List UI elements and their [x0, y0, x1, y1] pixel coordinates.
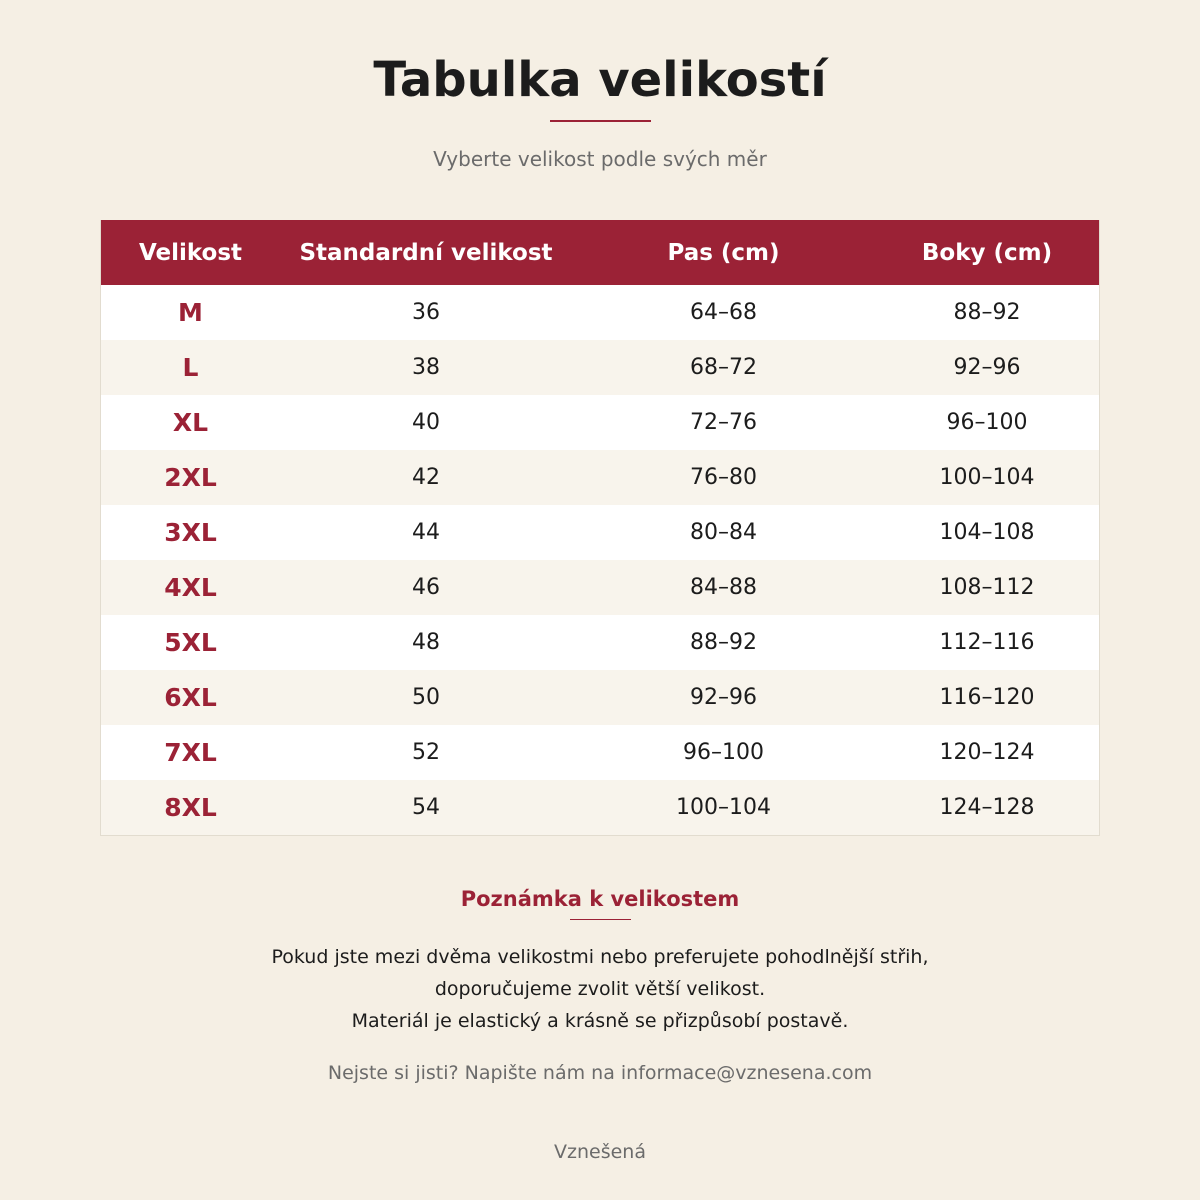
size-cell: 6XL [164, 683, 217, 712]
waist-cell: 84–88 [690, 575, 757, 600]
size-cell: 4XL [164, 573, 217, 602]
hips-cell: 124–128 [939, 795, 1035, 820]
size-cell: XL [172, 408, 209, 437]
table-row [101, 395, 1099, 450]
table-row [101, 725, 1099, 780]
size-table [100, 220, 1100, 836]
column-header-size: Velikost [138, 239, 243, 266]
waist-cell: 100–104 [676, 795, 771, 820]
standard-size-cell: 48 [412, 630, 440, 655]
waist-cell: 80–84 [690, 520, 757, 545]
standard-size-cell: 50 [412, 685, 440, 710]
size-cell: L [182, 353, 199, 382]
note-line: Pokud jste mezi dvěma velikostmi nebo preferujete pohodlnější střih, [271, 946, 929, 968]
hips-cell: 120–124 [939, 740, 1035, 765]
title-underline [550, 120, 651, 122]
column-header-waist: Pas (cm) [667, 239, 780, 266]
table-row [101, 340, 1099, 395]
note-title: Poznámka k velikostem [460, 887, 740, 911]
size-cell: 8XL [164, 793, 217, 822]
column-header-standard-size: Standardní velikost [299, 239, 553, 266]
hips-cell: 112–116 [939, 630, 1035, 655]
column-header-hips: Boky (cm) [921, 239, 1053, 266]
hips-cell: 92–96 [953, 355, 1021, 380]
note-title-underline [570, 919, 631, 920]
contact-text: Nejste si jisti? Napište nám na informace@vznesena.com [327, 1062, 873, 1084]
standard-size-cell: 44 [412, 520, 440, 545]
size-cell: M [178, 298, 203, 327]
hips-cell: 96–100 [946, 410, 1028, 435]
size-cell: 5XL [164, 628, 217, 657]
hips-cell: 100–104 [939, 465, 1035, 490]
table-row [101, 615, 1099, 670]
note-line: Materiál je elastický a krásně se přizpůsobí postavě. [351, 1010, 849, 1032]
standard-size-cell: 42 [412, 465, 440, 490]
table-row [101, 780, 1099, 835]
waist-cell: 64–68 [690, 300, 757, 325]
waist-cell: 92–96 [690, 685, 757, 710]
table-row [101, 450, 1099, 505]
hips-cell: 88–92 [953, 300, 1021, 325]
hips-cell: 104–108 [939, 520, 1035, 545]
table-row [101, 285, 1099, 340]
standard-size-cell: 36 [412, 300, 440, 325]
brand-name: Vznešená [554, 1141, 646, 1163]
standard-size-cell: 52 [412, 740, 440, 765]
note-line: doporučujeme zvolit větší velikost. [434, 978, 766, 1000]
standard-size-cell: 54 [412, 795, 440, 820]
size-cell: 2XL [164, 463, 217, 492]
waist-cell: 76–80 [690, 465, 757, 490]
standard-size-cell: 40 [412, 410, 440, 435]
size-cell: 7XL [164, 738, 217, 767]
hips-cell: 108–112 [939, 575, 1035, 600]
size-cell: 3XL [164, 518, 217, 547]
table-row [101, 670, 1099, 725]
standard-size-cell: 46 [412, 575, 440, 600]
page-subtitle: Vyberte velikost podle svých měr [433, 147, 767, 171]
page-title: Tabulka velikostí [373, 52, 827, 108]
standard-size-cell: 38 [412, 355, 440, 380]
hips-cell: 116–120 [939, 685, 1035, 710]
waist-cell: 96–100 [683, 740, 764, 765]
table-row [101, 505, 1099, 560]
table-row [101, 560, 1099, 615]
waist-cell: 88–92 [690, 630, 757, 655]
table-header [101, 220, 1099, 285]
waist-cell: 68–72 [690, 355, 757, 380]
waist-cell: 72–76 [690, 410, 757, 435]
